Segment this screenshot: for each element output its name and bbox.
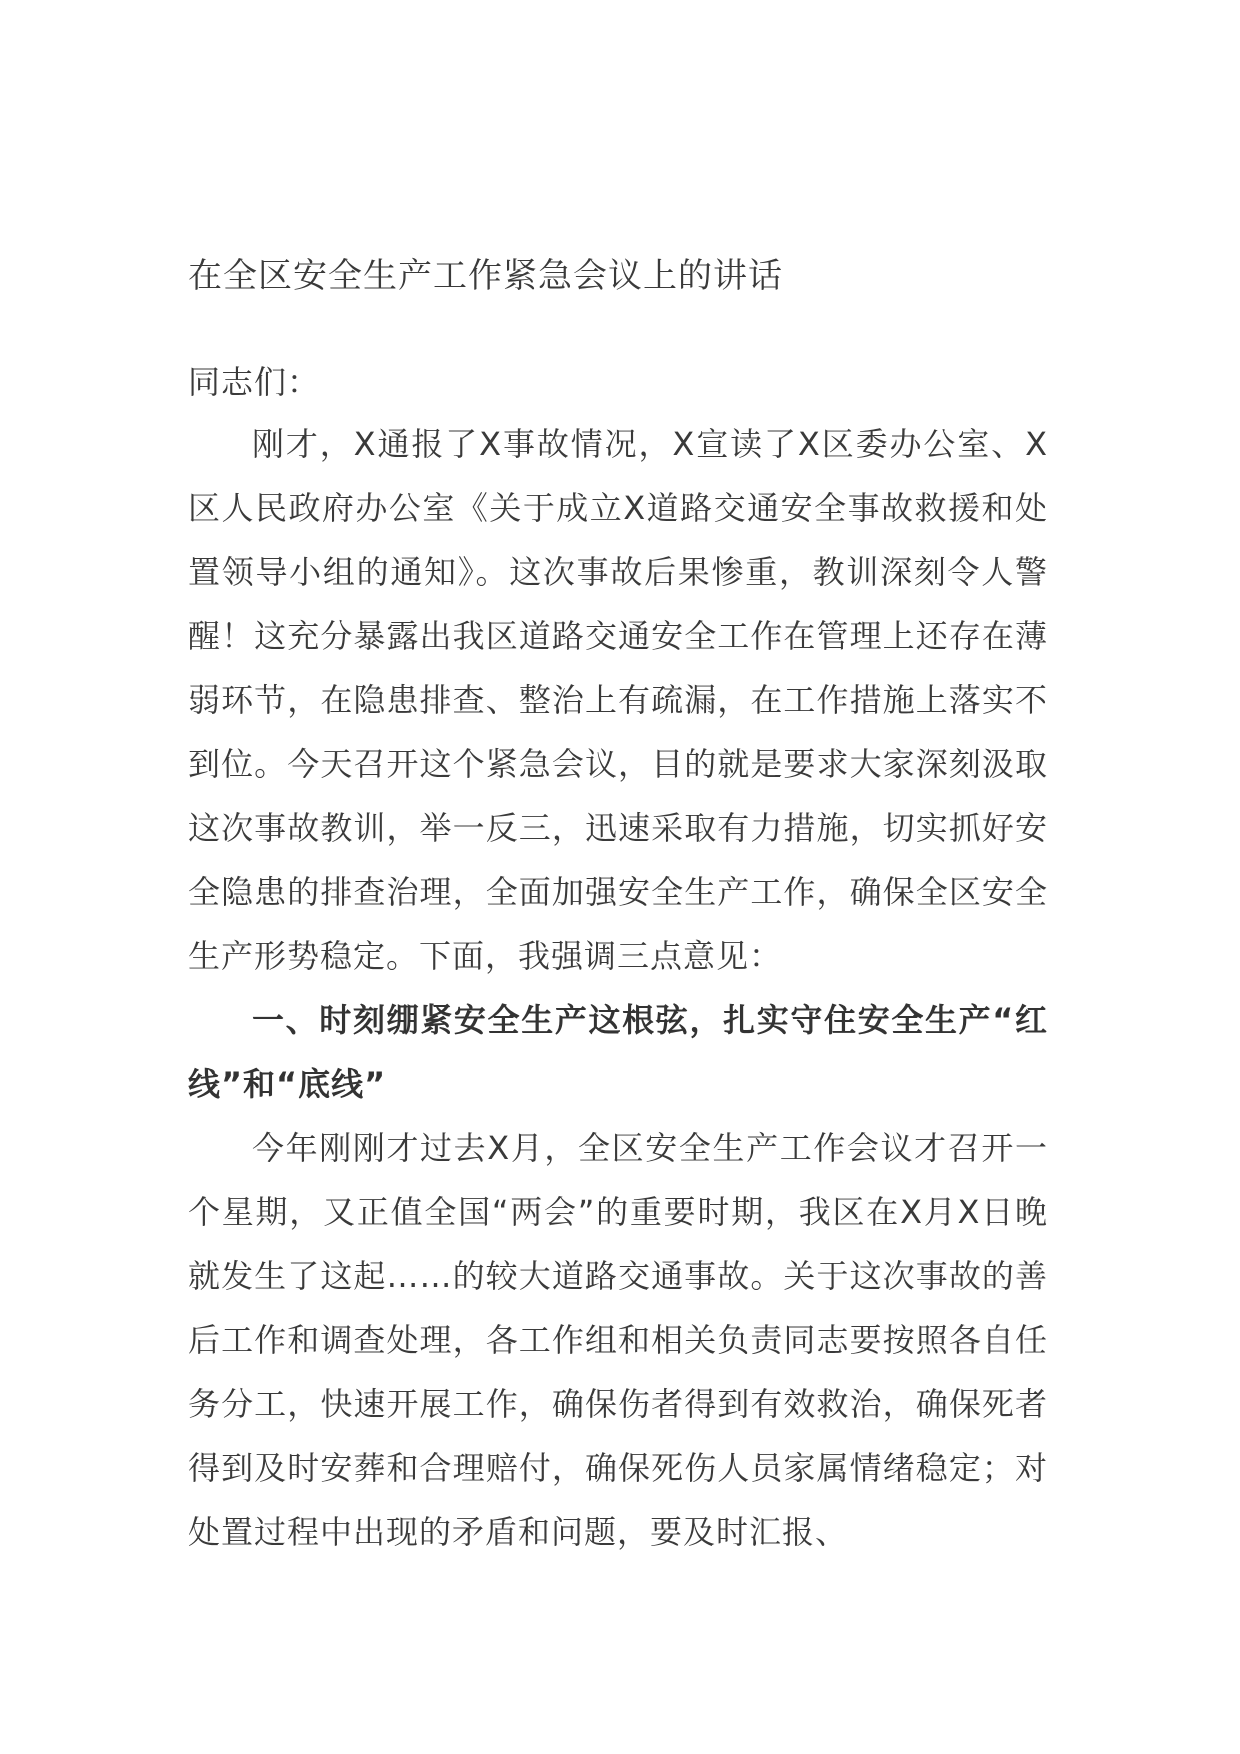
document-body	[188, 252, 1048, 1564]
paragraph-intro: 刚才，X通报了X事故情况，X宣读了X区委办公室、X区人民政府办公室《关于成立X道路交通安全事故救援和处置领导小组的通知》。这次事故后果惨重，教训深刻令人警醒！这充分暴露出我区道路交通安全工作在管理上还存在薄弱环节，在隐患排查、整治上有疏漏，在工作措施上落实不到位。今天召开这个紧急会议，目的就是要求大家深刻汲取这次事故教训，举一反三，迅速采取有力措施，切实抓好安全隐患的排查治理，全面加强安全生产工作，确保全区安全生产形势稳定。下面，我强调三点意见：	[188, 425, 1048, 975]
paragraph-section-1: 今年刚刚才过去X月，全区安全生产工作会议才召开一个星期，又正值全国“两会”的重要时期，我区在X月X日晚就发生了这起……的较大道路交通事故。关于这次事故的善后工作和调查处理，各工作组和相关负责同志要按照各自任务分工，快速开展工作，确保伤者得到有效救治，确保死者得到及时安葬和合理赔付，确保死伤人员家属情绪稳定；对处置过程中出现的矛盾和问题，要及时汇报、	[188, 1129, 1048, 1551]
document-title: 在全区安全生产工作紧急会议上的讲话	[188, 256, 783, 296]
section-heading-1: 一、时刻绷紧安全生产这根弦，扎实守住安全生产“红线”和“底线”	[188, 1001, 1048, 1103]
salutation: 同志们：	[188, 363, 321, 401]
